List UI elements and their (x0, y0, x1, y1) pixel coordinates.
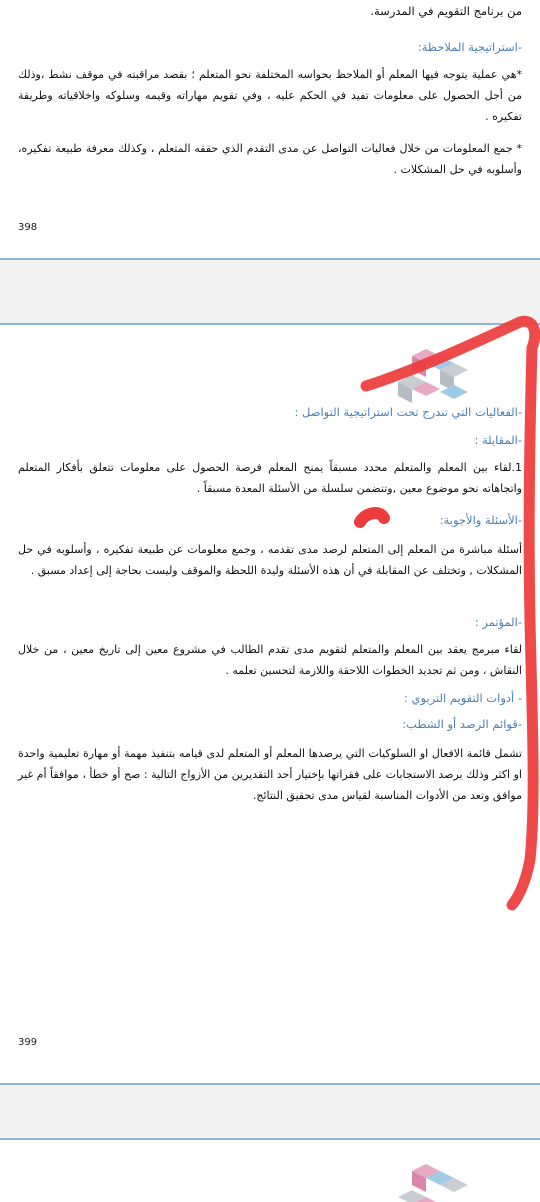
document-page-next (0, 1138, 540, 1202)
paragraph-observation-definition: *هي عملية يتوجه فيها المعلم أو الملاحظ بحواسه المختلفة نحو المتعلم ؛ بقصد مراقبته في موقف نشط ،وذلك من أجل الحصول على معلومات تفيد في الحكم عليه ، وفي تقويم مهاراته وقيمه وسلوكه واخلاقياته وطريقة تفكيره . (18, 68, 522, 123)
document-page-399 (0, 323, 540, 1085)
page-top-line: من برنامج التقويم في المدرسة. (370, 4, 522, 18)
heading-checklists: -قوائم الرصد أو الشطب: (402, 717, 522, 731)
heading-questions-answers: -الأسئلة والأجوبة: (439, 513, 522, 527)
heading-interview: -المقابلة : (474, 433, 522, 447)
heading-evaluation-tools: - أدوات التقويم التربوي : (404, 691, 522, 705)
cubes-logo-icon (388, 345, 472, 409)
heading-communication-activities: -الفعاليات التي تندرج تحت استراتيجية التواصل : (294, 405, 522, 419)
paragraph-questions-answers: أسئلة مباشرة من المعلم إلى المتعلم لرصد مدى تقدمه ، وجمع معلومات عن طبيعة تفكيره ، وأسلوبه في حل المشكلات , وتختلف عن المقابلة في أن هذه الأسئلة وليدة اللحظة والموقف وليست بحاجة إلى إعداد مسبق . (18, 543, 522, 577)
paragraph-interview: 1.لقاء بين المعلم والمتعلم محدد مسبقاً يمنح المعلم فرصة الحصول على معلومات تتعلق بأفكار المتعلم واتجاهاته نحو موضوع معين ,وتتضمن سلسلة من الأسئلة المعدة مسبقاً . (18, 461, 522, 495)
paragraph-conference: لقاء مبرمج يعقد بين المعلم والمتعلم لتقويم مدى تقدم الطالب في مشروع معين إلى تاريخ معين ، من خلال النقاش ، ومن ثم تحديد الخطوات اللاحقة واللازمة لتحسين تعلمه . (18, 643, 522, 677)
paragraph-checklists: تشمل قائمة الافعال او السلوكيات التي يرصدها المعلم أو المتعلم لدى قيامه بتنفيذ مهمة أو مهارة تعليمية واحدة او اكثر وذلك برصد الاستجابات على فقراتها بإختيار أحد التقديرين من الأزواج التالية : صح أو خطأ ، موافقاً أم غير موافق وتعد من الأدوات المناسبة لقياس مدى تحقيق النتائج. (18, 747, 522, 802)
heading-observation-strategy: -استراتيجية الملاحظة: (417, 40, 522, 54)
document-page-398 (0, 0, 540, 260)
page-number-398: 398 (18, 222, 38, 233)
paragraph-observation-info: * جمع المعلومات من خلال فعاليات التواصل عن مدى التقدم الذي حققه المتعلم ، وكذلك معرفة طبيعة تفكيره، وأسلوبه في حل المشكلات . (18, 142, 522, 176)
heading-conference: -المؤتمر : (474, 615, 522, 629)
cubes-logo-icon (388, 1160, 472, 1202)
page-number-399: 399 (18, 1037, 38, 1048)
